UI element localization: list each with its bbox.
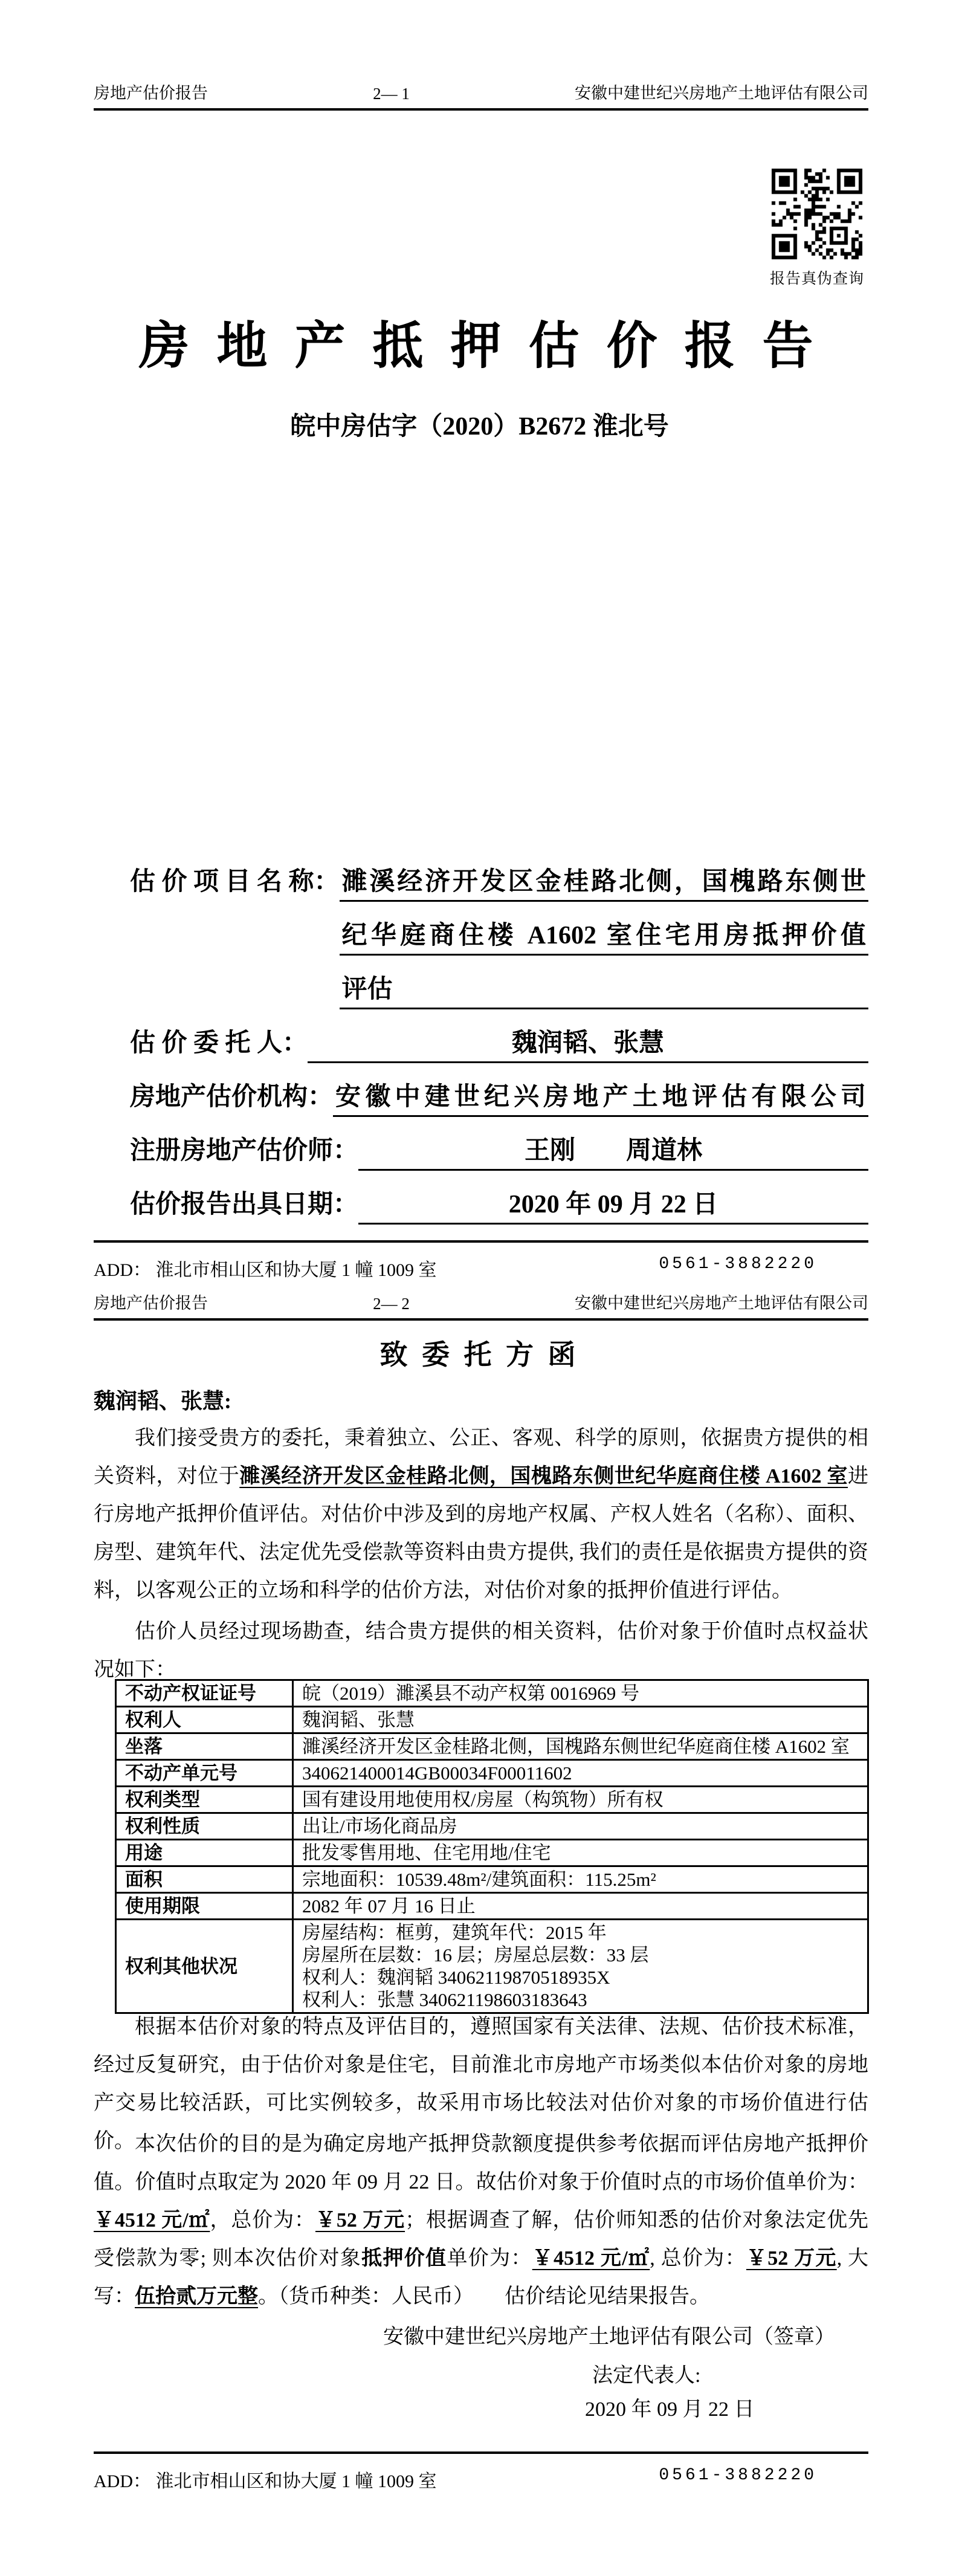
table-row [116, 1787, 868, 1813]
table-row [116, 1866, 868, 1893]
table-row [116, 1760, 868, 1787]
table-row-value: 批发零售用地、住宅用地/住宅 [293, 1840, 868, 1866]
form-field-value: 评估 [340, 969, 868, 1009]
text-segment: , 总价为： [650, 2247, 746, 2270]
form-field-value: 濉溪经济开发区金桂路北侧，国槐路东侧世 [340, 861, 868, 902]
text-segment: ，总价为： [210, 2209, 315, 2231]
form-field-value: 纪华庭商住楼 A1602 室住宅用房抵押价值 [340, 915, 868, 956]
form-field-label: 估 价 委 托 人： [130, 1029, 308, 1057]
page1-header [94, 80, 868, 111]
qr-caption: 报告真伪查询 [769, 271, 864, 287]
text-segment: 单价为： [447, 2247, 532, 2270]
table-row [116, 1680, 868, 1707]
text-segment: ￥4512 元/㎡ [532, 2247, 650, 2270]
text-segment: 。（货币种类：人民币） 估价结论见结果报告。 [258, 2285, 710, 2308]
form-row [130, 1076, 868, 1117]
table-row-label: 权利类型 [116, 1787, 293, 1813]
table-row-label: 不动产单元号 [116, 1760, 293, 1787]
form-row [130, 969, 868, 1009]
letter-paragraph-1 [94, 1419, 868, 1610]
page1-header-company: 安徽中建世纪兴房地产土地评估有限公司 [575, 84, 868, 102]
form-field-label: 注册房地产估价师： [130, 1137, 359, 1165]
letter-paragraph-4 [94, 2125, 868, 2315]
table-row-value: 出让/市场化商品房 [293, 1813, 868, 1840]
text-segment: ￥52 万元 [315, 2209, 405, 2231]
qr-block [769, 167, 865, 288]
page2-header-company: 安徽中建世纪兴房地产土地评估有限公司 [575, 1294, 868, 1312]
table-row-value: 皖（2019）濉溪县不动产权第 0016969 号 [293, 1680, 868, 1707]
signoff-company-seal: 安徽中建世纪兴房地产土地评估有限公司（签章） [383, 2326, 835, 2348]
form-row [130, 1184, 868, 1225]
form-field-value: 王刚 周道林 [358, 1130, 868, 1171]
cover-form [130, 861, 868, 1238]
page2-header-doc-type: 房地产估价报告 [94, 1294, 208, 1312]
text-segment: 抵押价值 [361, 2247, 447, 2270]
page1-footer-phone: 0561-3882220 [659, 1255, 817, 1273]
text-segment: , 大写： [94, 2247, 869, 2308]
table-row-value: 340621400014GB00034F00011602 [293, 1760, 868, 1787]
page2-footer-address: ADD： 淮北市相山区和协大厦 1 幢 1009 室 [94, 2471, 437, 2491]
report-title: 房 地 产 抵 押 估 价 报 告 [138, 319, 821, 375]
report-doc-number: 皖中房估字（2020）B2672 淮北号 [290, 413, 669, 441]
text-segment: ；根据调查了解，估价师知悉的估价对象法定优先受偿款为零; 则本次估价对象 [94, 2209, 869, 2270]
text-segment: ￥52 万元 [746, 2247, 837, 2270]
table-value-line: 房屋结构：框剪，建筑年代：2015 年 [302, 1922, 607, 1943]
form-row [130, 1023, 868, 1063]
table-value-line: 房屋所在层数：16 层；房屋总层数：33 层 [302, 1944, 649, 1966]
table-row-value: 2082 年 07 月 16 日止 [293, 1893, 868, 1920]
table-row [116, 1707, 868, 1733]
text-segment: 估价人员经过现场勘查，结合贵方提供的相关资料，估价对象于价值时点权益状况如下： [94, 1620, 868, 1681]
table-row-value [293, 1920, 868, 2013]
page2-header-page-number: 2— 2 [373, 1295, 410, 1313]
table-row-label: 面积 [116, 1866, 293, 1893]
table-value-line: 权利人：魏润韬 34062119870518935X [302, 1967, 610, 1988]
letter-paragraph-2 [94, 1613, 868, 1689]
table-row-value: 宗地面积：10539.48m²/建筑面积：115.25m² [293, 1866, 868, 1893]
form-row [130, 1130, 868, 1171]
table-row-value: 魏润韬、张慧 [293, 1707, 868, 1733]
table-row-label: 权利其他状况 [116, 1920, 293, 2013]
table-row [116, 1893, 868, 1920]
form-row [130, 861, 868, 902]
page2-header [94, 1290, 868, 1321]
table-row-label: 用途 [116, 1840, 293, 1866]
table-row-label: 不动产权证证号 [116, 1680, 293, 1707]
table-row-label: 使用期限 [116, 1893, 293, 1920]
table-row [116, 1840, 868, 1866]
letter-title: 致 委 托 方 函 [379, 1339, 580, 1370]
form-row [130, 915, 868, 956]
page1-header-page-number: 2— 1 [373, 85, 410, 103]
qr-code [770, 167, 864, 261]
page1-footer [94, 1240, 868, 1281]
letter-salutation: 魏润韬、张慧: [94, 1389, 231, 1413]
text-segment: 我们接受贵方的委托，秉着独立、公正、客观、科学的原则，依据贵方提供的相关资料，对位于 [94, 1427, 868, 1487]
text-segment: 濉溪经济开发区金桂路北侧，国槐路东侧世纪华庭商住楼 A1602 室 [239, 1465, 848, 1487]
table-row [116, 1813, 868, 1840]
table-row [116, 1920, 868, 2013]
text-segment: ￥4512 元/㎡ [94, 2209, 210, 2231]
form-field-value: 安徽中建世纪兴房地产土地评估有限公司 [333, 1076, 868, 1117]
text-segment: 进行房地产抵押价值评估。对估价中涉及到的房地产权属、产权人姓名（名称）、面积、房型、建筑年代、法定优先受偿款等资料由贵方提供, 我们的责任是依据贵方提供的资料，以客观公正的立场和科学的估价方法，对估价对象的抵押价值进行评估。 [94, 1465, 868, 1602]
table-row-label: 权利人 [116, 1707, 293, 1733]
signoff-legal-representative: 法定代表人: [592, 2364, 701, 2387]
form-field-value: 2020 年 09 月 22 日 [358, 1184, 868, 1225]
page2-footer-phone: 0561-3882220 [659, 2466, 817, 2485]
page1-header-doc-type: 房地产估价报告 [94, 84, 208, 102]
text-segment: 根据本估价对象的特点及评估目的，遵照国家有关法律、法规、估价技术标准，经过反复研究，由于估价对象是住宅，目前淮北市房地产市场类似本估价对象的房地产交易比较活跃，可比实例较多，故采用市场比较法对估价对象的市场价值进行估价。 [94, 2016, 868, 2152]
page2-footer [94, 2451, 868, 2493]
table-row-label: 坐落 [116, 1733, 293, 1760]
table-row-value: 濉溪经济开发区金桂路北侧，国槐路东侧世纪华庭商住楼 A1602 室 [293, 1733, 868, 1760]
table-row-label: 权利性质 [116, 1813, 293, 1840]
form-field-label: 估 价 项 目 名 称： [130, 868, 340, 896]
form-field-value: 魏润韬、张慧 [308, 1023, 868, 1063]
text-segment: 伍拾贰万元整 [135, 2285, 258, 2308]
page1-footer-address: ADD： 淮北市相山区和协大厦 1 幢 1009 室 [94, 1260, 437, 1280]
form-field-label: 房地产估价机构： [130, 1083, 334, 1111]
signoff-date: 2020 年 09 月 22 日 [585, 2398, 755, 2421]
form-field-label: 估价报告出具日期： [130, 1191, 359, 1218]
property-rights-table [115, 1679, 869, 2014]
text-segment: 本次估价的目的是为确定房地产抵押贷款额度提供参考依据而评估房地产抵押价值。价值时点取定为 2020 年 09 月 22 日。故估价对象于价值时点的市场价值单价为： [94, 2133, 868, 2193]
table-row [116, 1733, 868, 1760]
table-value-line: 权利人：张慧 340621198603183643 [302, 1989, 587, 2010]
table-row-value: 国有建设用地使用权/房屋（构筑物）所有权 [293, 1787, 868, 1813]
